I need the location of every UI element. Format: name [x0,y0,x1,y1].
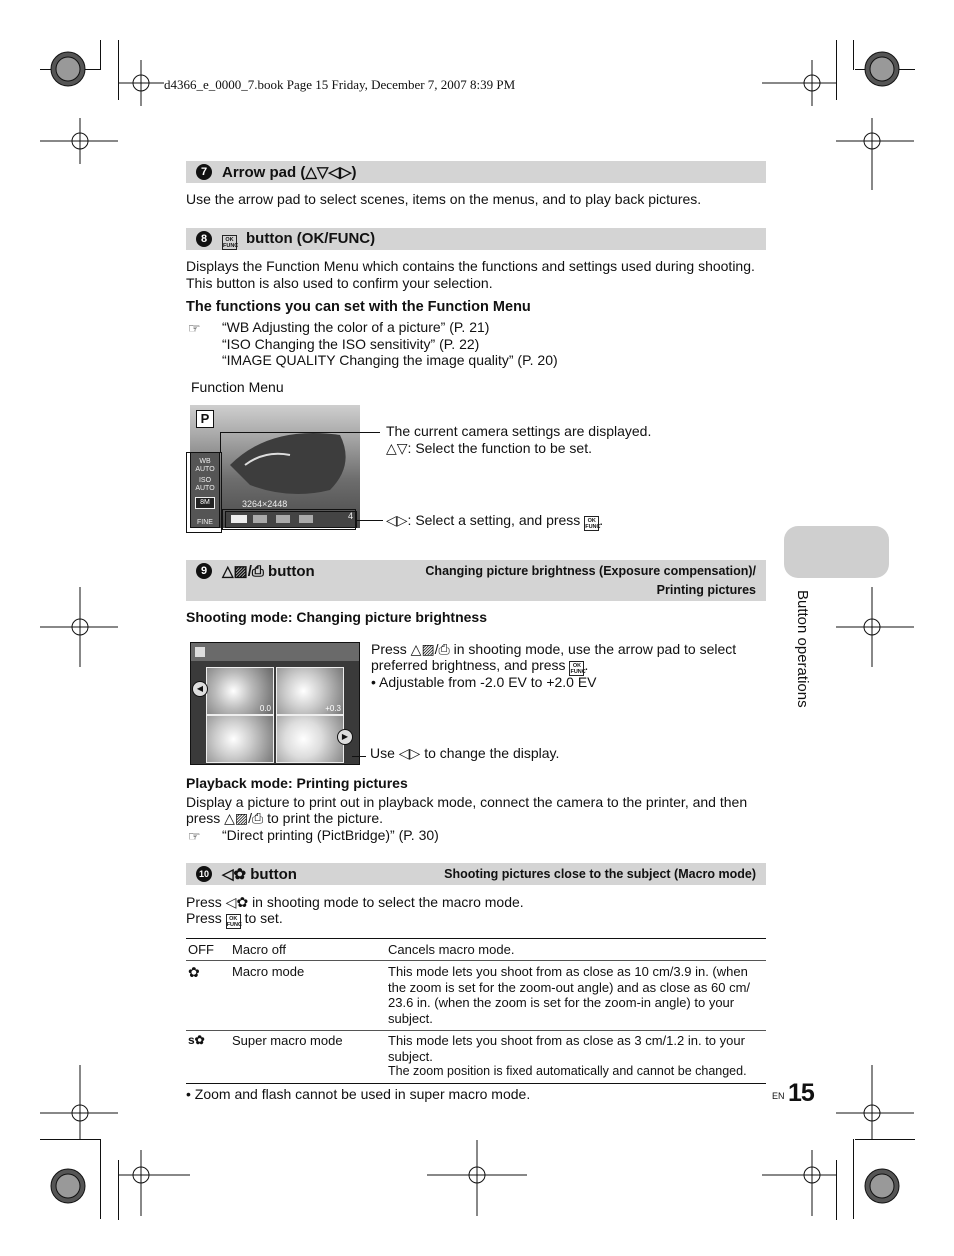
exposure-screen [190,642,360,765]
section-title: button (OK/FUNC) [246,230,376,247]
section-10-subtitle: Shooting pictures close to the subject (Macro mode) [444,867,756,881]
ok-func-icon: OK FUNC [226,916,242,928]
frames-remaining: 4 [348,511,354,521]
reference-icon: ☞ [188,320,201,336]
ok-func-icon: OK FUNC [570,663,586,675]
macro-instruction-2: Press OK FUNC to set. [186,910,283,928]
macro-table: OFF Macro off Cancels macro mode. ✿ Macro mode This mode lets you shoot from as close as 10 cm/3.9 in. (when the zoom is set for the zoom-out angle) and as close as 60 cm/ 23.6 in. (when the zoom is set for the zoom-in angle) to your subject. s✿ Super macro mode This mode lets you shoot from as close as 3 cm/1.2 in. to your subject. The zoom position is fixed automatically and cannot be changed. [186,938,766,1084]
change-display-instruction: Use ◁▷ to change the display. [370,745,560,761]
section-8-p2: This button is also used to confirm your selection. [186,275,493,291]
preview-thumbnail: 0.0 [206,667,274,715]
section-title: ◁✿ button [222,866,297,883]
left-arrow-icon: ◀ [192,681,208,697]
section-7-header [186,161,766,183]
page-number: 15 [788,1079,814,1107]
function-menu-label: Function Menu [191,379,284,395]
section-8-header [186,228,766,250]
resolution-readout: 3264×2448 [242,499,288,509]
side-tab-label: Button operations [794,590,811,708]
playback-text-1: Display a picture to print out in playback mode, connect the camera to the printer, and then [186,794,748,810]
ok-func-icon: OK FUNC [585,518,601,530]
side-tab [784,526,889,578]
section-9-subtitle-2: Printing pictures [656,583,756,597]
callout-box-left [186,452,222,533]
section-title: Arrow pad (△▽◁▷) [222,164,357,181]
reference-pictbridge: “Direct printing (PictBridge)” (P. 30) [222,827,439,843]
print-header: d4366_e_0000_7.book Page 15 Friday, December 7, 2007 8:39 PM [164,77,516,92]
section-number: 9 [196,563,212,579]
section-8-p1: Displays the Function Menu which contains the functions and settings used during shooting. [186,258,755,274]
callout-select-setting: ◁▷: Select a setting, and press OK FUNC. [386,512,604,530]
shooting-mode-subheading: Shooting mode: Changing picture brightness [186,609,487,625]
section-title: △▨/⎙ button [222,563,315,580]
section-9-subtitle-1: Changing picture brightness (Exposure compensation)/ [425,564,756,578]
reference-icon: ☞ [188,828,201,844]
exposure-instruction-2: preferred brightness, and press OK FUNC. [371,657,589,675]
section-number: 10 [196,866,212,882]
section-9-header [186,560,766,601]
exposure-range: • Adjustable from -2.0 EV to +2.0 EV [371,674,597,690]
right-arrow-icon: ▶ [337,729,353,745]
playback-text-2: press △▨/⎙ to print the picture. [186,810,384,826]
ok-func-icon: OK FUNC [223,237,239,249]
reference-iso: “ISO Changing the ISO sensitivity” (P. 22) [222,336,480,352]
exposure-instruction-1: Press △▨/⎙ in shooting mode, use the arrow pad to select [371,641,737,657]
mode-indicator: P [196,410,214,428]
function-menu-column: WB AUTO ISO AUTO 8M FINE [190,452,220,528]
preview-thumbnail [206,715,274,763]
preview-thumbnail [276,715,344,763]
section-number: 7 [196,164,212,180]
playback-mode-subheading: Playback mode: Printing pictures [186,775,408,791]
callout-select-function: △▽: Select the function to be set. [386,440,592,456]
function-menu-subheading: The functions you can set with the Function Menu [186,299,531,315]
section-7-text: Use the arrow pad to select scenes, items on the menus, and to play back pictures. [186,191,702,207]
reference-quality: “IMAGE QUALITY Changing the image quality” (P. 20) [222,352,558,368]
macro-note: • Zoom and flash cannot be used in super macro mode. [186,1086,531,1102]
reference-wb: “WB Adjusting the color of a picture” (P. 21) [222,319,490,335]
section-10-header [186,863,766,885]
exposure-icon [195,647,205,657]
callout-settings-displayed: The current camera settings are displayed. [386,423,652,439]
leader-line [220,432,380,433]
language-code: EN [772,1091,785,1101]
callout-box-bottom [222,509,356,530]
macro-instruction-1: Press ◁✿ in shooting mode to select the macro mode. [186,894,524,910]
preview-thumbnail: +0.3 [276,667,344,715]
section-number: 8 [196,231,212,247]
